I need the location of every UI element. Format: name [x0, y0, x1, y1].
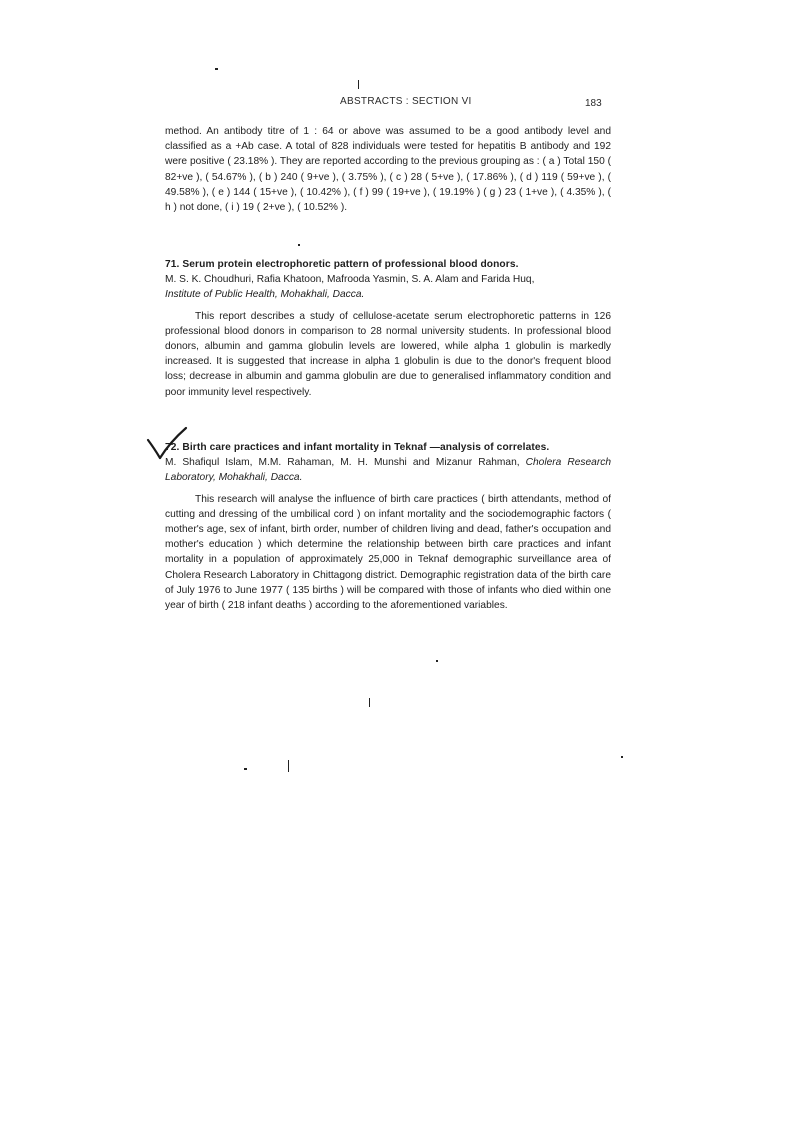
abstract-72-authors	[165, 455, 611, 485]
abstract-71-body: This report describes a study of cellulose-acetate serum electrophoretic patterns in 126 professional blood donors in comparison to 28 normal university students. In professional blood donors, albumin and gamma globulin levels are lowered, while alpha 1 globulin is markedly increased. It is suggested that increase in alpha 1 globulin is due to the donor's frequent blood loss; decrease in albumin and gamma globulin are due to generalised inflammatory condition and poor immunity level respectively.	[165, 310, 611, 398]
scan-speck	[215, 68, 218, 70]
page-number: 183	[585, 98, 602, 109]
abstract-71-affiliation: Institute of Public Health, Mohakhali, Dacca.	[165, 289, 365, 301]
scan-speck	[358, 80, 359, 89]
abstract-72-body: This research will analyse the influence of birth care practices ( birth attendants, method of cutting and dressing of the umbilical cord ) on infant mortality and the sociodemographic factors ( mother's age, sex of infant, birth order, number of children living and dead, father's occupation and mother's education ) which determine the relationship between birth care practices and infant mortality in a population of approximately 25,000 in Teknaf demographic surveillance area of Cholera Research Laboratory in Chittagong district. Demographic registration data of the birth care of July 1976 to June 1977 ( 135 births ) will be compared with those of infants who died within one year of birth ( 218 infant deaths ) according to the aforementioned variables.	[165, 493, 611, 612]
running-head: ABSTRACTS : SECTION VI	[340, 96, 472, 107]
scan-speck	[436, 660, 438, 662]
abstract-71-title: 71. Serum protein electrophoretic pattern of professional blood donors.	[165, 259, 519, 270]
abstract-71-authors	[165, 272, 611, 287]
intro-paragraph-block	[165, 124, 611, 215]
scan-speck	[288, 760, 289, 772]
abstract-72	[165, 440, 611, 613]
abstract-71	[165, 257, 611, 400]
abstract-72-affiliation: Cholera Research Laboratory, Mohakhali, Dacca.	[165, 457, 612, 484]
intro-paragraph: method. An antibody titre of 1 : 64 or above was assumed to be a good antibody level and classified as a +Ab case. A total of 828 individuals were tested for hepatitis B antibody and 192 were positive ( 23.18% ). They are reported according to the previous grouping as : ( a ) Total 150 ( 82+ve ), ( 54.67% ), ( b ) 240 ( 9+ve ), ( 3.75% ), ( c ) 28 ( 5+ve ), ( 17.86% ), ( d ) 119 ( 59+ve ), ( 49.58% ), ( e ) 144 ( 15+ve ), ( 10.42% ), ( f ) 99 ( 19+ve ), ( 19.19% ) ( g ) 23 ( 1+ve ), ( 4.35% ), ( h ) not done, ( i ) 19 ( 2+ve ), ( 10.52% ).	[165, 126, 611, 214]
scan-speck	[369, 698, 370, 707]
abstract-72-title: 72. Birth care practices and infant mortality in Teknaf —analysis of correlates.	[165, 442, 550, 453]
abstract-71-author-names: M. S. K. Choudhuri, Rafia Khatoon, Mafrooda Yasmin, S. A. Alam and Farida Huq,	[165, 274, 535, 286]
scan-speck	[244, 768, 247, 770]
scan-speck	[298, 244, 300, 246]
abstract-72-author-names: M. Shafiqul Islam, M.M. Rahaman, M. H. Munshi and Mizanur Rahman,	[165, 457, 520, 469]
scan-speck	[621, 756, 623, 758]
